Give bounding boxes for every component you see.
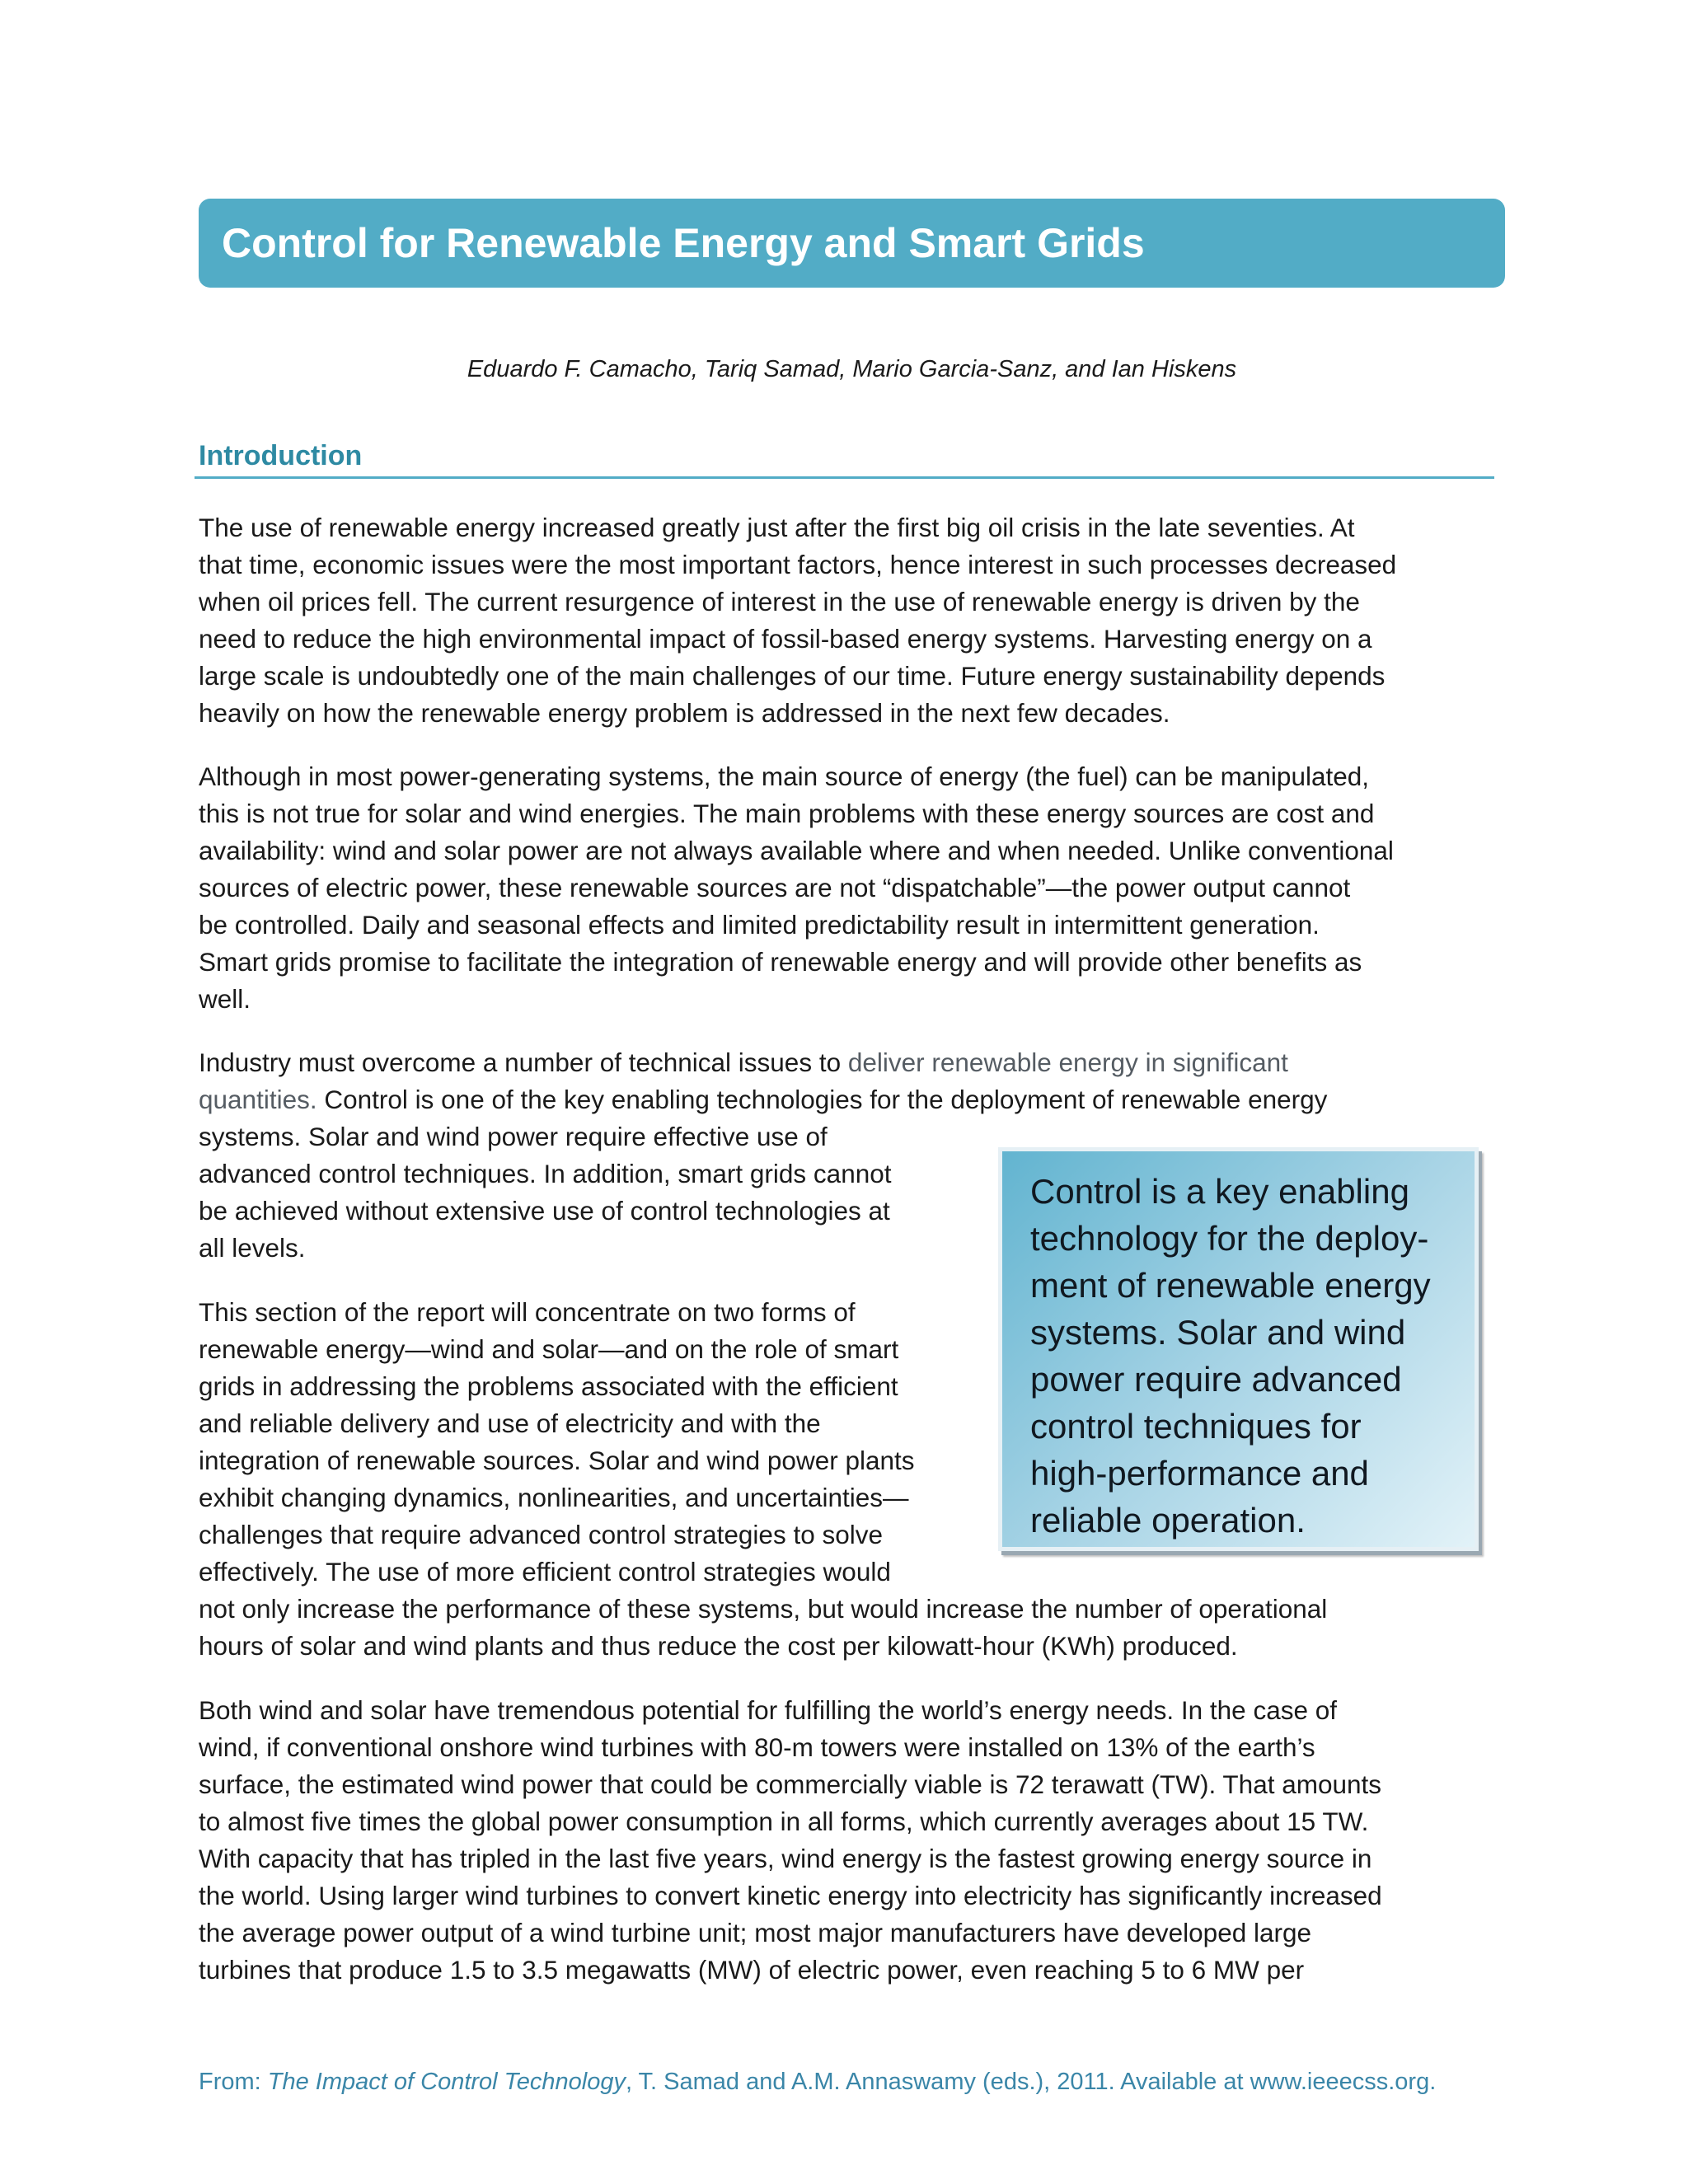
text-segment: Control is one of the key enabling technologies for the deployment of renewable energy — [316, 1085, 1328, 1114]
pull-quote-text — [1030, 1168, 1456, 1544]
highlighted-phrase: quantities. — [199, 1085, 317, 1114]
highlighted-phrase: deliver renewable energy in significant — [847, 1047, 1288, 1077]
text-line: be controlled. Daily and seasonal effects and limited predictability result in intermittent generation. — [199, 910, 1320, 940]
text-line: The use of renewable energy increased greatly just after the first big oil crisis in the late seventies. At — [199, 513, 1355, 542]
text-line: and reliable delivery and use of electricity and with the — [199, 1408, 821, 1438]
text-line: the average power output of a wind turbine unit; most major manufacturers have developed large — [199, 1918, 1312, 1947]
text-line: to almost five times the global power consumption in all forms, which currently averages about 15 TW. — [199, 1807, 1369, 1836]
paragraph-5 — [199, 1692, 1382, 1989]
text-line: effectively. The use of more efficient control strategies would — [199, 1557, 891, 1586]
text-line: not only increase the performance of these systems, but would increase the number of operational — [199, 1594, 1328, 1624]
text-line: renewable energy—wind and solar—and on the role of smart — [199, 1334, 899, 1364]
text-line: Both wind and solar have tremendous potential for fulfilling the world’s energy needs. In the case of — [199, 1695, 1338, 1725]
quote-line: high-performance and — [1030, 1454, 1369, 1493]
title-banner — [199, 199, 1505, 288]
document-title: Control for Renewable Energy and Smart Grids — [222, 220, 1145, 266]
quote-line: technology for the deploy- — [1030, 1219, 1429, 1258]
text-line: surface, the estimated wind power that could be commercially viable is 72 terawatt (TW). That amounts — [199, 1769, 1382, 1799]
text-line: hours of solar and wind plants and thus reduce the cost per kilowatt-hour (KWh) produced. — [199, 1631, 1238, 1661]
text-line: integration of renewable sources. Solar and wind power plants — [199, 1446, 915, 1475]
text-line: challenges that require advanced control strategies to solve — [199, 1520, 883, 1549]
text-line: turbines that produce 1.5 to 3.5 megawatts (MW) of electric power, even reaching 5 to 6 MW per — [199, 1955, 1305, 1985]
text-line: systems. Solar and wind power require effective use of — [199, 1122, 828, 1151]
heading-divider — [195, 476, 1494, 479]
text-line: advanced control techniques. In addition, smart grids cannot — [199, 1159, 892, 1188]
quote-line: systems. Solar and wind — [1030, 1313, 1406, 1352]
text-line — [199, 1044, 1327, 1081]
text-line: Smart grids promise to facilitate the integration of renewable energy and will provide other benefits as — [199, 947, 1362, 977]
quote-line: reliable operation. — [1030, 1501, 1306, 1540]
quote-line: Control is a key enabling — [1030, 1172, 1409, 1211]
paragraph-2 — [199, 758, 1394, 1018]
source-footer — [199, 2065, 1436, 2098]
text-line: all levels. — [199, 1233, 306, 1263]
text-line: heavily on how the renewable energy problem is addressed in the next few decades. — [199, 698, 1170, 728]
text-line: be achieved without extensive use of control technologies at — [199, 1196, 890, 1226]
text-line: sources of electric power, these renewable sources are not “dispatchable”—the power output cannot — [199, 873, 1351, 902]
text-line: this is not true for solar and wind energies. The main problems with these energy sources are cost and — [199, 799, 1375, 828]
text-line: large scale is undoubtedly one of the main challenges of our time. Future energy sustainability depends — [199, 661, 1386, 691]
text-line: the world. Using larger wind turbines to convert kinetic energy into electricity has significantly increased — [199, 1881, 1382, 1910]
quote-line: ment of renewable energy — [1030, 1266, 1431, 1305]
text-line: exhibit changing dynamics, nonlinearities, and uncertainties— — [199, 1483, 909, 1512]
quote-line: power require advanced — [1030, 1360, 1402, 1399]
text-line: wind, if conventional onshore wind turbines with 80-m towers were installed on 13% of the earth’s — [199, 1732, 1315, 1762]
text-line: availability: wind and solar power are not always available where and when needed. Unlike conventional — [199, 836, 1394, 865]
section-heading-introduction: Introduction — [199, 440, 363, 471]
pull-quote-box — [998, 1147, 1479, 1551]
author-list: Eduardo F. Camacho, Tariq Samad, Mario Garcia-Sanz, and Ian Hiskens — [467, 356, 1237, 382]
footer-book-title: The Impact of Control Technology — [267, 2069, 626, 2095]
text-line: well. — [199, 984, 251, 1014]
quote-line: control techniques for — [1030, 1407, 1362, 1446]
text-line: that time, economic issues were the most important factors, hence interest in such processes decreased — [199, 550, 1397, 579]
footer-prefix: From: — [199, 2069, 268, 2095]
text-line: need to reduce the high environmental impact of fossil-based energy systems. Harvesting energy on a — [199, 624, 1372, 654]
text-line — [199, 1081, 1327, 1118]
text-line: grids in addressing the problems associated with the efficient — [199, 1371, 898, 1401]
footer-suffix: , T. Samad and A.M. Annaswamy (eds.), 2011. Available at www.ieeecss.org. — [625, 2069, 1437, 2095]
paragraph-1 — [199, 509, 1396, 732]
text-segment: Industry must overcome a number of technical issues to — [199, 1047, 848, 1077]
text-line: With capacity that has tripled in the last five years, wind energy is the fastest growing energy source in — [199, 1844, 1372, 1873]
text-line: when oil prices fell. The current resurgence of interest in the use of renewable energy is driven by the — [199, 587, 1360, 616]
text-line: This section of the report will concentrate on two forms of — [199, 1297, 856, 1327]
text-line: Although in most power-generating systems, the main source of energy (the fuel) can be manipulated, — [199, 762, 1370, 791]
